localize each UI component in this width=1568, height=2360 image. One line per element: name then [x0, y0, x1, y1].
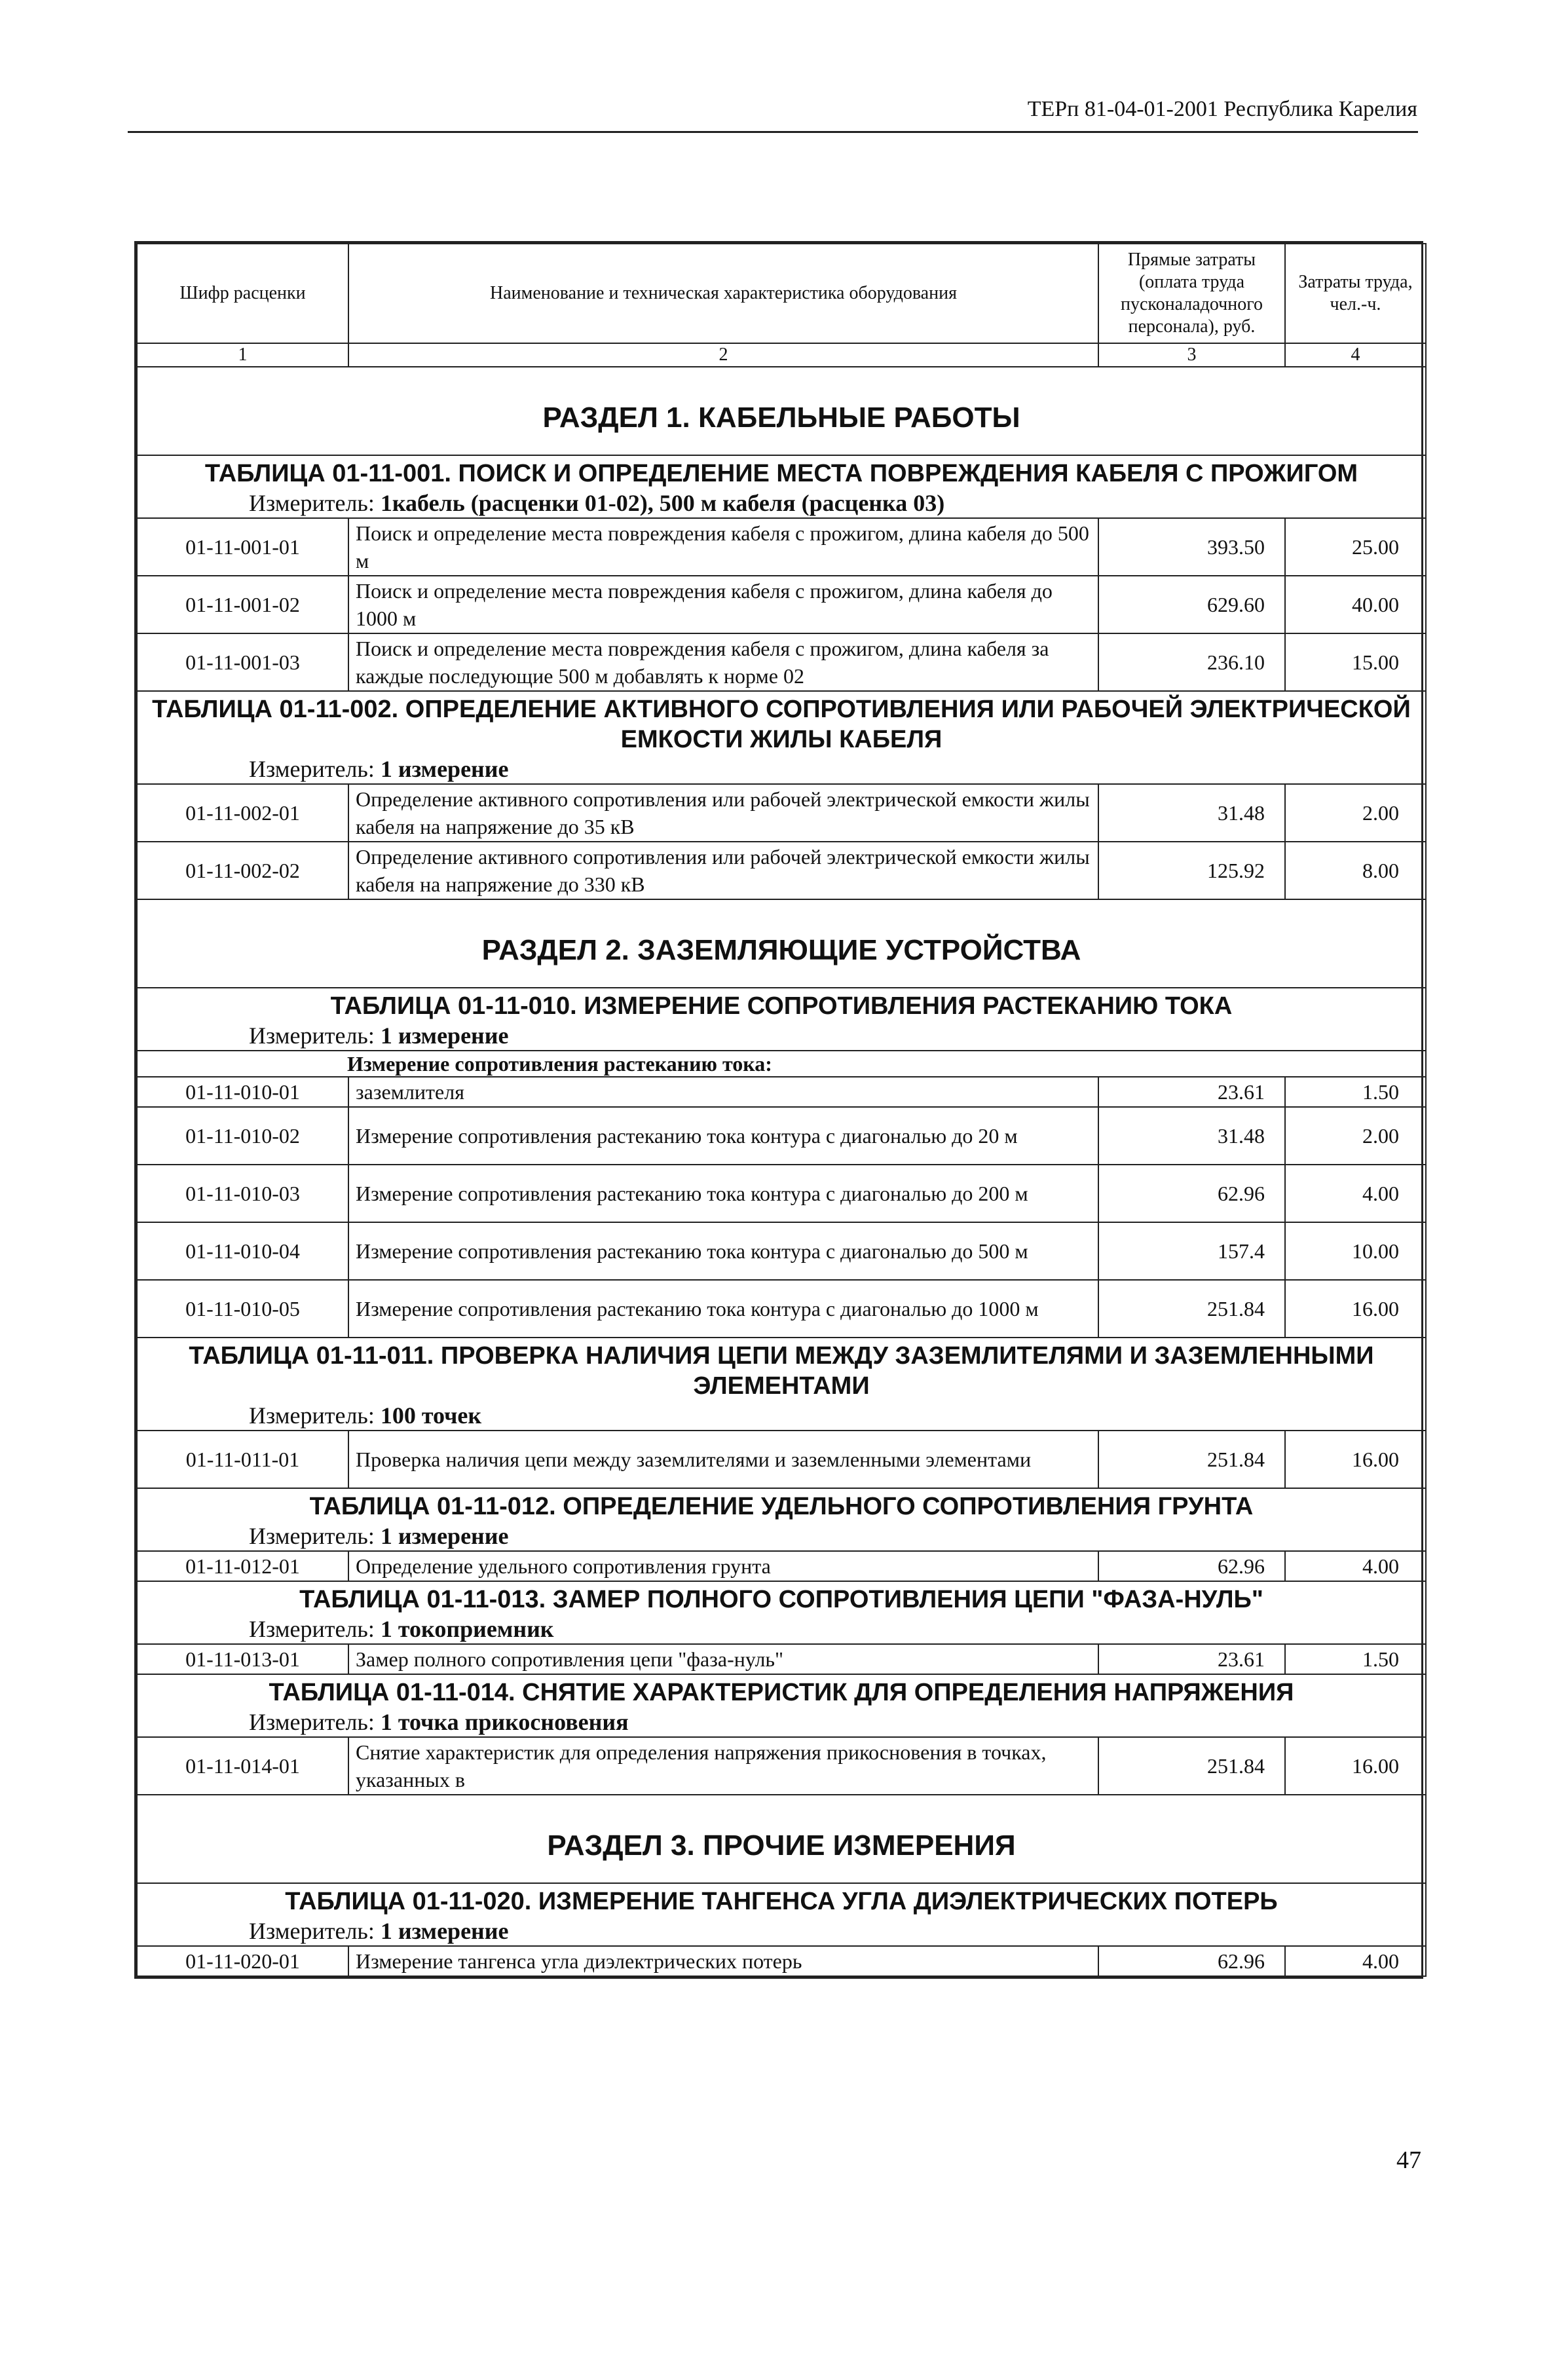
column-number-row: [137, 343, 1426, 367]
table-title: ТАБЛИЦА 01-11-020. ИЗМЕРЕНИЕ ТАНГЕНСА УГЛА ДИЭЛЕКТРИЧЕСКИХ ПОТЕРЬ: [285, 1888, 1278, 1915]
rate-direct-cost: 62.96: [1098, 1946, 1285, 1976]
table-title: ТАБЛИЦА 01-11-001. ПОИСК И ОПРЕДЕЛЕНИЕ МЕСТА ПОВРЕЖДЕНИЯ КАБЕЛЯ С ПРОЖИГОМ: [204, 460, 1358, 487]
table-title: ТАБЛИЦА 01-11-011. ПРОВЕРКА НАЛИЧИЯ ЦЕПИ МЕЖДУ ЗАЗЕМЛИТЕЛЯМИ И ЗАЗЕМЛЕННЫМИ ЭЛЕМЕНТАМИ: [189, 1342, 1374, 1400]
table-heading: [137, 691, 1426, 784]
table-row: [137, 1077, 1426, 1107]
rate-labor: 16.00: [1285, 1280, 1426, 1338]
table-row: [137, 842, 1426, 899]
table-heading: [137, 1883, 1426, 1946]
rate-code: 01-11-014-01: [137, 1737, 348, 1795]
rate-code: 01-11-010-03: [137, 1165, 348, 1222]
table-row: [137, 1644, 1426, 1674]
rate-direct-cost: 62.96: [1098, 1165, 1285, 1222]
rate-direct-cost: 62.96: [1098, 1551, 1285, 1581]
table-heading: [137, 1488, 1426, 1551]
table-meter: Измеритель: 1кабель (расценки 01-02), 500 м кабеля (расценка 03): [249, 490, 945, 516]
table-heading: [137, 988, 1426, 1051]
rate-labor: 4.00: [1285, 1165, 1426, 1222]
table-row: [137, 1737, 1426, 1795]
rate-name: Определение активного сопротивления или рабочей электрической емкости жилы кабеля на напряжение до 35 кВ: [348, 784, 1098, 842]
rate-code: 01-11-002-02: [137, 842, 348, 899]
table-row: [137, 1107, 1426, 1165]
rate-name: Определение активного сопротивления или рабочей электрической емкости жилы кабеля на напряжение до 330 кВ: [348, 842, 1098, 899]
rate-name: Измерение сопротивления растеканию тока контура с диагональю до 200 м: [348, 1165, 1098, 1222]
rate-labor: 1.50: [1285, 1077, 1426, 1107]
col-number: 2: [348, 343, 1098, 367]
col-code-header: Шифр расценки: [137, 244, 348, 343]
rate-labor: 16.00: [1285, 1431, 1426, 1488]
running-header: ТЕРп 81-04-01-2001 Республика Карелия: [1027, 97, 1417, 121]
table-meter: Измеритель: 1 токоприемник: [249, 1616, 554, 1642]
rate-code: 01-11-011-01: [137, 1431, 348, 1488]
rate-code: 01-11-002-01: [137, 784, 348, 842]
rate-direct-cost: 23.61: [1098, 1644, 1285, 1674]
table-row: [137, 1165, 1426, 1222]
rate-direct-cost: 125.92: [1098, 842, 1285, 899]
rate-name: Поиск и определение места повреждения кабеля с прожигом, длина кабеля до 1000 м: [348, 576, 1098, 633]
rate-name: Измерение сопротивления растеканию тока контура с диагональю до 20 м: [348, 1107, 1098, 1165]
table-row: [137, 633, 1426, 691]
rate-direct-cost: 251.84: [1098, 1431, 1285, 1488]
rate-code: 01-11-010-01: [137, 1077, 348, 1107]
rate-labor: 16.00: [1285, 1737, 1426, 1795]
rate-name: Определение удельного сопротивления грунта: [348, 1551, 1098, 1581]
table-meter: Измеритель: 1 измерение: [249, 1918, 509, 1944]
rate-direct-cost: 629.60: [1098, 576, 1285, 633]
rate-code: 01-11-001-03: [137, 633, 348, 691]
rate-direct-cost: 251.84: [1098, 1737, 1285, 1795]
rate-labor: 10.00: [1285, 1222, 1426, 1280]
rate-code: 01-11-012-01: [137, 1551, 348, 1581]
rate-code: 01-11-013-01: [137, 1644, 348, 1674]
rate-code: 01-11-010-05: [137, 1280, 348, 1338]
section-title: РАЗДЕЛ 2. ЗАЗЕМЛЯЮЩИЕ УСТРОЙСТВА: [137, 899, 1426, 988]
col-number: 4: [1285, 343, 1426, 367]
table-title: ТАБЛИЦА 01-11-010. ИЗМЕРЕНИЕ СОПРОТИВЛЕНИЯ РАСТЕКАНИЮ ТОКА: [330, 992, 1233, 1020]
rate-labor: 2.00: [1285, 784, 1426, 842]
table-title: ТАБЛИЦА 01-11-013. ЗАМЕР ПОЛНОГО СОПРОТИВЛЕНИЯ ЦЕПИ "ФАЗА-НУЛЬ": [299, 1586, 1263, 1613]
rate-name: Измерение сопротивления растеканию тока контура с диагональю до 500 м: [348, 1222, 1098, 1280]
table-row: [137, 518, 1426, 576]
rate-name: Поиск и определение места повреждения кабеля с прожигом, длина кабеля до 500 м: [348, 518, 1098, 576]
rate-labor: 4.00: [1285, 1551, 1426, 1581]
rate-direct-cost: 157.4: [1098, 1222, 1285, 1280]
rate-name: Измерение сопротивления растеканию тока контура с диагональю до 1000 м: [348, 1280, 1098, 1338]
rate-name: Поиск и определение места повреждения кабеля с прожигом, длина кабеля за каждые последующие 500 м добавлять к норме 02: [348, 633, 1098, 691]
rate-direct-cost: 31.48: [1098, 784, 1285, 842]
rate-direct-cost: 31.48: [1098, 1107, 1285, 1165]
header-rule: [128, 131, 1418, 133]
table-title: ТАБЛИЦА 01-11-014. СНЯТИЕ ХАРАКТЕРИСТИК ДЛЯ ОПРЕДЕЛЕНИЯ НАПРЯЖЕНИЯ: [269, 1679, 1294, 1706]
table-heading: [137, 1674, 1426, 1737]
rate-code: 01-11-010-04: [137, 1222, 348, 1280]
section-title: РАЗДЕЛ 3. ПРОЧИЕ ИЗМЕРЕНИЯ: [137, 1795, 1426, 1883]
table-row: [137, 576, 1426, 633]
table-subheading: Измерение сопротивления растеканию тока:: [137, 1051, 1426, 1077]
table-title: ТАБЛИЦА 01-11-012. ОПРЕДЕЛЕНИЕ УДЕЛЬНОГО СОПРОТИВЛЕНИЯ ГРУНТА: [309, 1493, 1254, 1520]
table-meter: Измеритель: 1 измерение: [249, 1022, 509, 1049]
rate-labor: 40.00: [1285, 576, 1426, 633]
rate-labor: 25.00: [1285, 518, 1426, 576]
table-meter: Измеритель: 1 измерение: [249, 1523, 509, 1549]
col-name-header: Наименование и техническая характеристика оборудования: [348, 244, 1098, 343]
table-meter: Измеритель: 100 точек: [249, 1402, 482, 1429]
rate-name: Проверка наличия цепи между заземлителями и заземленными элементами: [348, 1431, 1098, 1488]
section-title: РАЗДЕЛ 1. КАБЕЛЬНЫЕ РАБОТЫ: [137, 367, 1426, 455]
page-number: 47: [1396, 2146, 1421, 2174]
column-header-row: [137, 244, 1426, 343]
table-row: [137, 1551, 1426, 1581]
table-row: [137, 1946, 1426, 1976]
rate-direct-cost: 251.84: [1098, 1280, 1285, 1338]
rate-name: Измерение тангенса угла диэлектрических потерь: [348, 1946, 1098, 1976]
col-number: 1: [137, 343, 348, 367]
rate-labor: 2.00: [1285, 1107, 1426, 1165]
rate-labor: 1.50: [1285, 1644, 1426, 1674]
table-heading: [137, 455, 1426, 518]
rate-direct-cost: 393.50: [1098, 518, 1285, 576]
rate-name: заземлителя: [348, 1077, 1098, 1107]
table-row: [137, 1431, 1426, 1488]
table-meter: Измеритель: 1 точка прикосновения: [249, 1709, 629, 1735]
table-row: [137, 784, 1426, 842]
table-heading: [137, 1581, 1426, 1644]
table-meter: Измеритель: 1 измерение: [249, 756, 509, 782]
rate-name: Замер полного сопротивления цепи "фаза-нуль": [348, 1644, 1098, 1674]
rate-labor: 8.00: [1285, 842, 1426, 899]
rate-labor: 15.00: [1285, 633, 1426, 691]
rate-code: 01-11-010-02: [137, 1107, 348, 1165]
table-row: [137, 1222, 1426, 1280]
rate-labor: 4.00: [1285, 1946, 1426, 1976]
rate-code: 01-11-001-01: [137, 518, 348, 576]
col-labor-header: Затраты труда, чел.-ч.: [1285, 244, 1426, 343]
rates-table: [136, 243, 1427, 1977]
col-number: 3: [1098, 343, 1285, 367]
rate-code: 01-11-001-02: [137, 576, 348, 633]
rate-direct-cost: 23.61: [1098, 1077, 1285, 1107]
rate-direct-cost: 236.10: [1098, 633, 1285, 691]
table-heading: [137, 1338, 1426, 1431]
table-title: ТАБЛИЦА 01-11-002. ОПРЕДЕЛЕНИЕ АКТИВНОГО СОПРОТИВЛЕНИЯ ИЛИ РАБОЧЕЙ ЭЛЕКТРИЧЕСКОЙ ЕМКОСТИ ЖИЛЫ КАБЕЛЯ: [152, 696, 1411, 753]
col-direct-header: Прямые затраты (оплата труда пусконаладочного персонала), руб.: [1098, 244, 1285, 343]
rate-code: 01-11-020-01: [137, 1946, 348, 1976]
rate-name: Снятие характеристик для определения напряжения прикосновения в точках, указанных в: [348, 1737, 1098, 1795]
rates-table-frame: [134, 241, 1423, 1979]
table-row: [137, 1280, 1426, 1338]
